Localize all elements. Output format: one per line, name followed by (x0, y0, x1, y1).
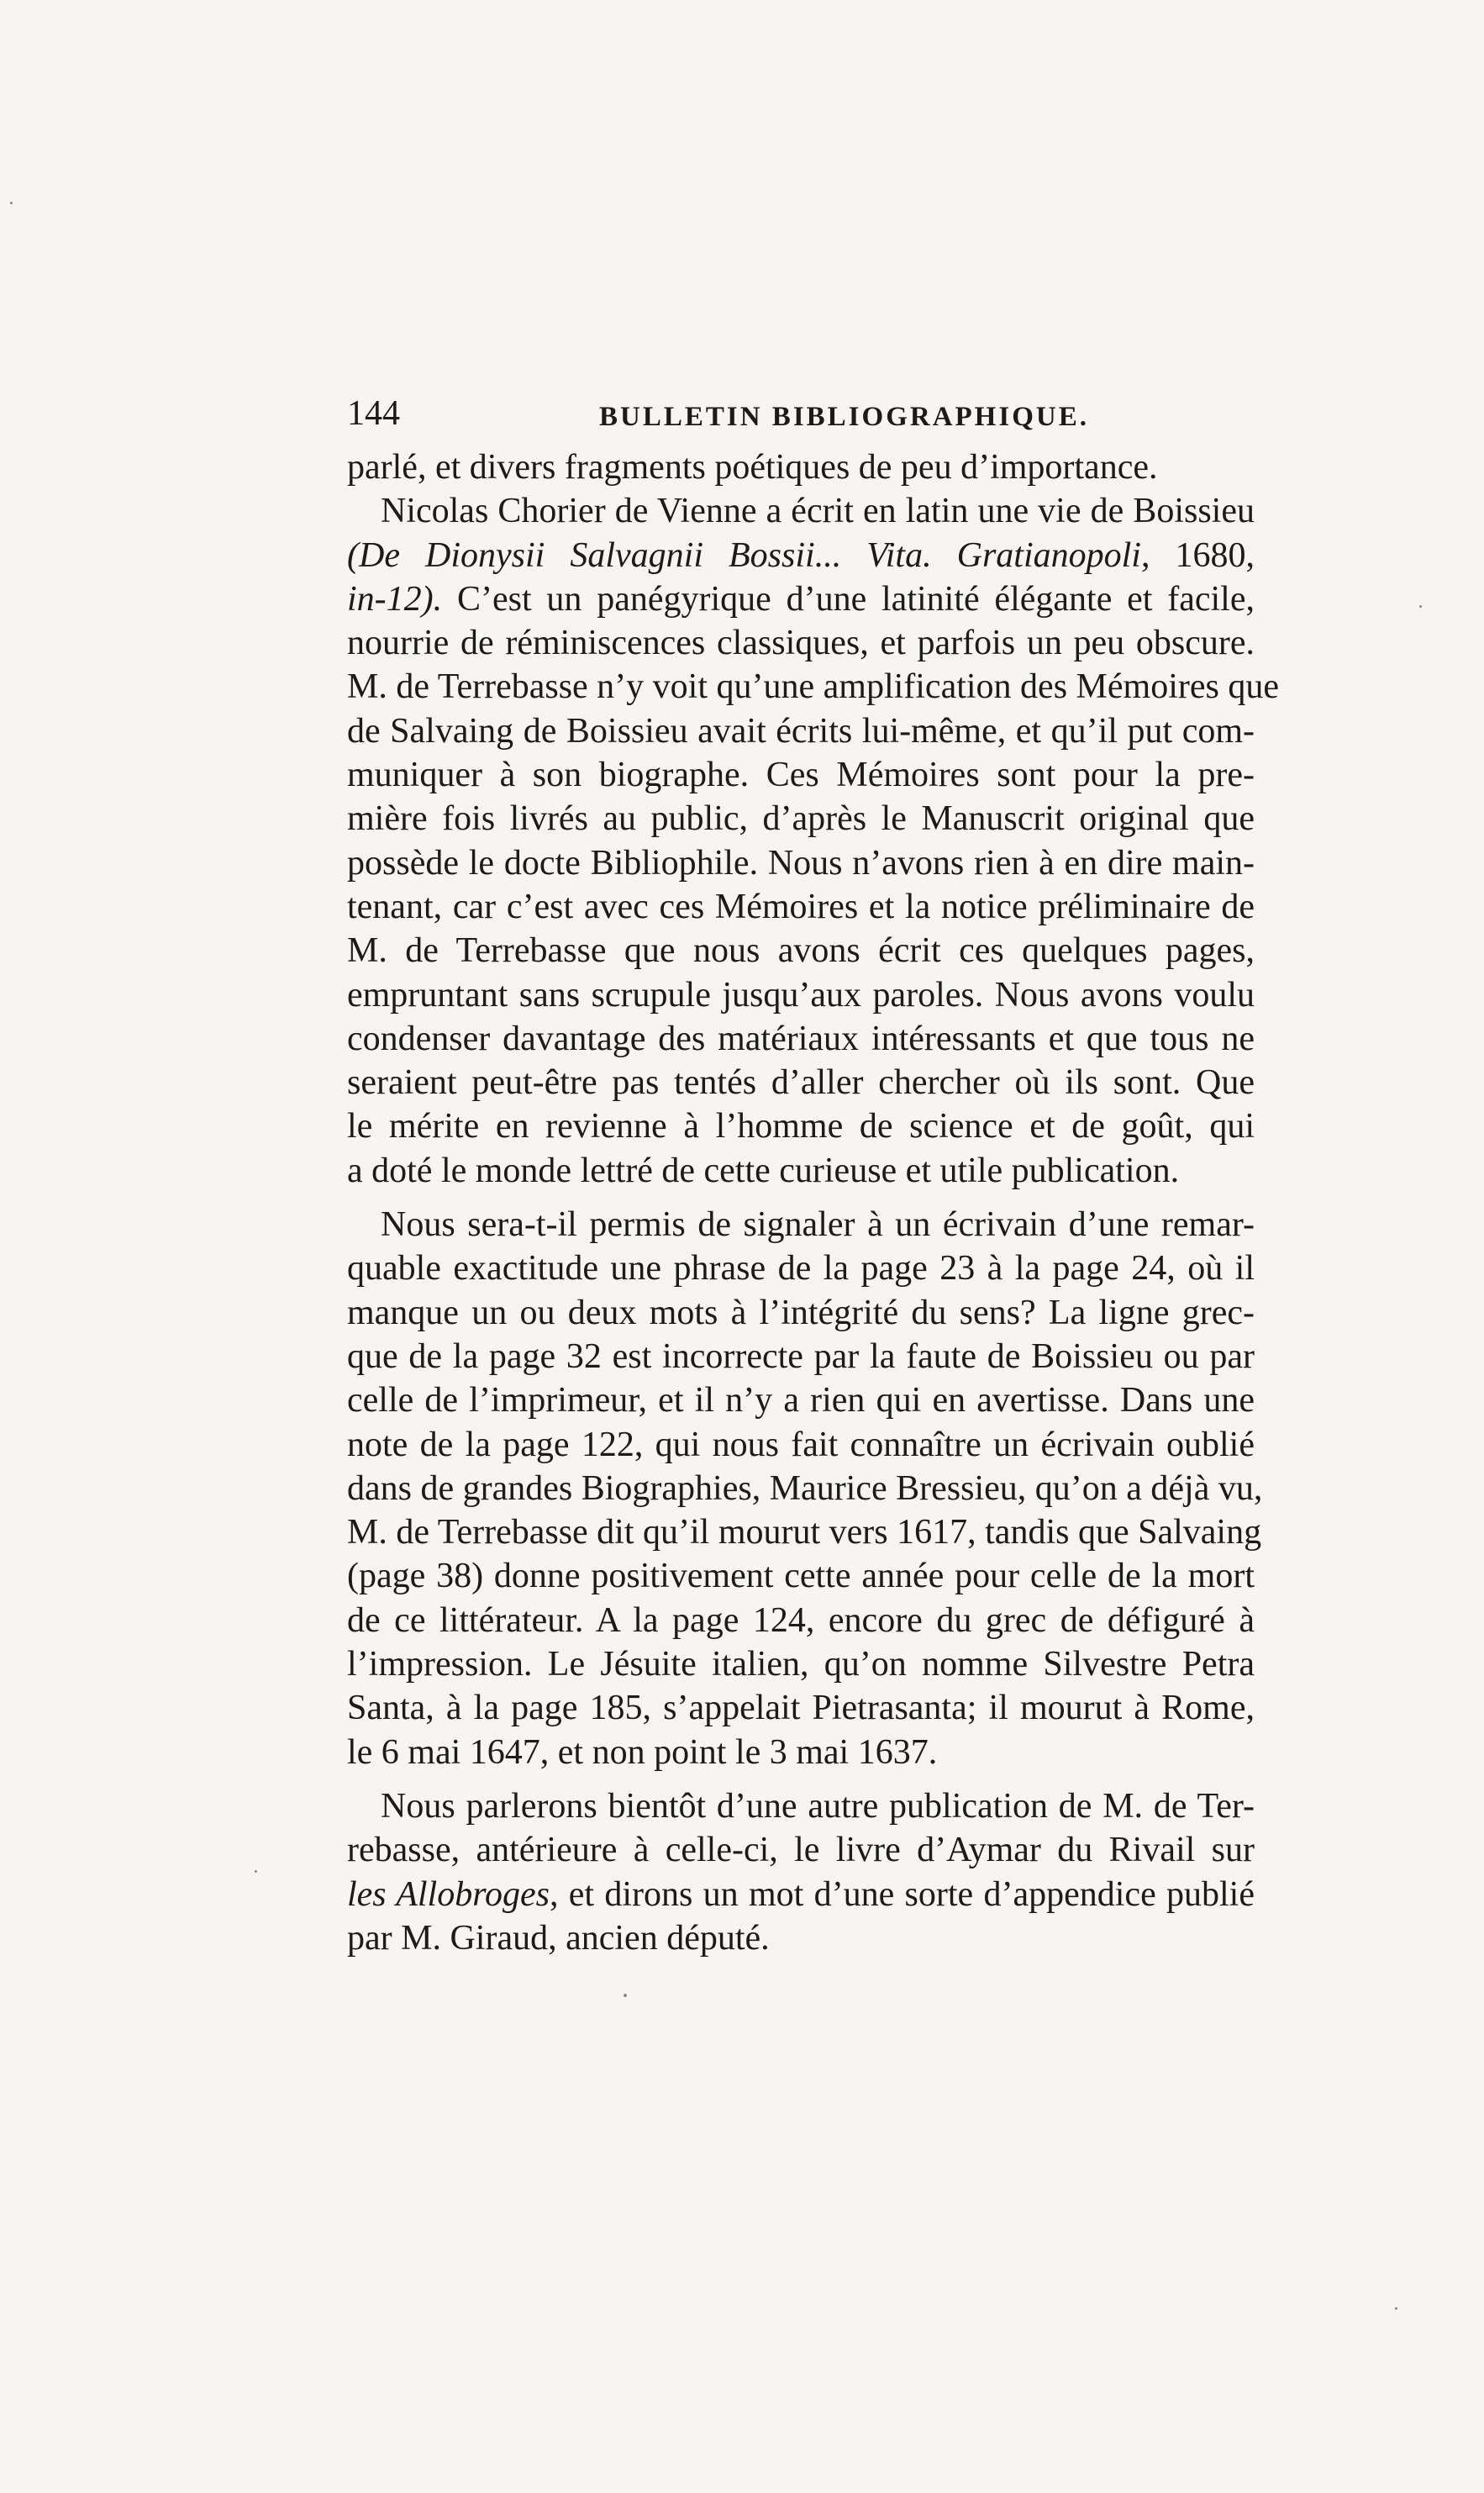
page-number: 144 (347, 394, 400, 433)
text-line: manque un ou deux mots à l’intégrité du sens? La ligne grec- (347, 1293, 1255, 1332)
text-run: , 1680, (1140, 535, 1255, 575)
text-line: M. de Terrebasse que nous avons écrit ces quelques pages, (347, 931, 1255, 971)
text-line: le mérite en revienne à l’homme de science et de goût, qui (347, 1107, 1255, 1146)
text-line: Nous parlerons bientôt d’une autre publication de M. de Ter- (381, 1786, 1255, 1826)
text-run: , et dirons un mot d’une sorte d’appendice publié (549, 1874, 1255, 1914)
text-line: condenser davantage des matériaux intéressants et que tous ne (347, 1019, 1255, 1058)
text-line: nourrie de réminiscences classiques, et parfois un peu obscure. (347, 624, 1255, 663)
text-line: rebasse, antérieure à celle-ci, le livre d’Aymar du Rivail sur (347, 1831, 1255, 1870)
paper-speck (1419, 605, 1422, 608)
text-line: parlé, et divers fragments poétiques de peu d’importance. (347, 448, 1158, 487)
italic-citation: (De Dionysii Salvagnii Bossii... Vita. Gratianopoli (347, 535, 1141, 575)
paper-speck (10, 202, 13, 204)
text-line (347, 534, 1255, 577)
text-line: tenant, car c’est avec ces Mémoires et la notice préliminaire de (347, 887, 1255, 926)
text-line: Santa, à la page 185, s’appelait Pietrasanta; il mourut à Rome, (347, 1689, 1255, 1728)
text-line (347, 577, 1255, 621)
text-line: M. de Terrebasse dit qu’il mourut vers 1617, tandis que Salvaing (347, 1513, 1262, 1552)
text-line: M. de Terrebasse n’y voit qu’une amplification des Mémoires que (347, 667, 1279, 707)
text-line: mière fois livrés au public, d’après le Manuscrit original que (347, 799, 1255, 839)
text-run: C’est un panégyrique d’une latinité élégante et facile, (442, 579, 1255, 619)
italic-title: les Allobroges (347, 1874, 550, 1914)
text-line: a doté le monde lettré de cette curieuse et utile publication. (347, 1151, 1180, 1190)
paragraph (347, 1784, 1255, 1960)
text-line: note de la page 122, qui nous fait connaître un écrivain oublié (347, 1425, 1255, 1464)
paragraph (347, 1203, 1263, 1774)
text-line: que de la page 32 est incorrecte par la faute de Boissieu ou par (347, 1336, 1255, 1376)
text-line: par M. Giraud, ancien député. (347, 1918, 770, 1958)
text-line: possède le docte Bibliophile. Nous n’avons rien à en dire main- (347, 843, 1255, 883)
text-line (347, 1873, 1255, 1916)
body-text (347, 445, 1279, 1960)
text-line: l’impression. Le Jésuite italien, qu’on nomme Silvestre Petra (347, 1645, 1255, 1684)
text-line: de ce littérateur. A la page 124, encore du grec de défiguré à (347, 1600, 1255, 1640)
text-line: muniquer à son biographe. Ces Mémoires sont pour la pre- (347, 756, 1255, 795)
text-line: Nous sera-t-il permis de signaler à un écrivain d’une remar- (381, 1205, 1255, 1245)
paragraph (347, 489, 1279, 1193)
text-line: dans de grandes Biographies, Maurice Bressieu, qu’on a déjà vu, (347, 1468, 1263, 1508)
page-header (347, 388, 1255, 439)
text-line: Nicolas Chorier de Vienne a écrit en latin une vie de Boissieu (381, 492, 1255, 531)
paragraph-gap (347, 1774, 1255, 1784)
paper-speck (1395, 2307, 1397, 2310)
text-line: seraient peut-être pas tentés d’aller chercher où ils sont. Que (347, 1063, 1255, 1103)
running-head: BULLETIN BIBLIOGRAPHIQUE. (599, 402, 1089, 432)
text-line: celle de l’imprimeur, et il n’y a rien qui en avertisse. Dans une (347, 1381, 1255, 1420)
text-line: de Salvaing de Boissieu avait écrits lui-même, et qu’il put com- (347, 711, 1255, 751)
paper-speck (624, 1994, 627, 1997)
text-line: le 6 mai 1647, et non point le 3 mai 1637. (347, 1732, 938, 1772)
paper-speck (255, 1870, 257, 1873)
paragraph-gap (347, 1193, 1255, 1203)
text-line: (page 38) donne positivement cette année pour celle de la mort (347, 1557, 1255, 1596)
text-line: quable exactitude une phrase de la page 23 à la page 24, où il (347, 1249, 1255, 1289)
italic-citation: in-12). (347, 579, 443, 619)
paragraph (347, 445, 1255, 489)
text-line: empruntant sans scrupule jusqu’aux paroles. Nous avons voulu (347, 975, 1255, 1015)
